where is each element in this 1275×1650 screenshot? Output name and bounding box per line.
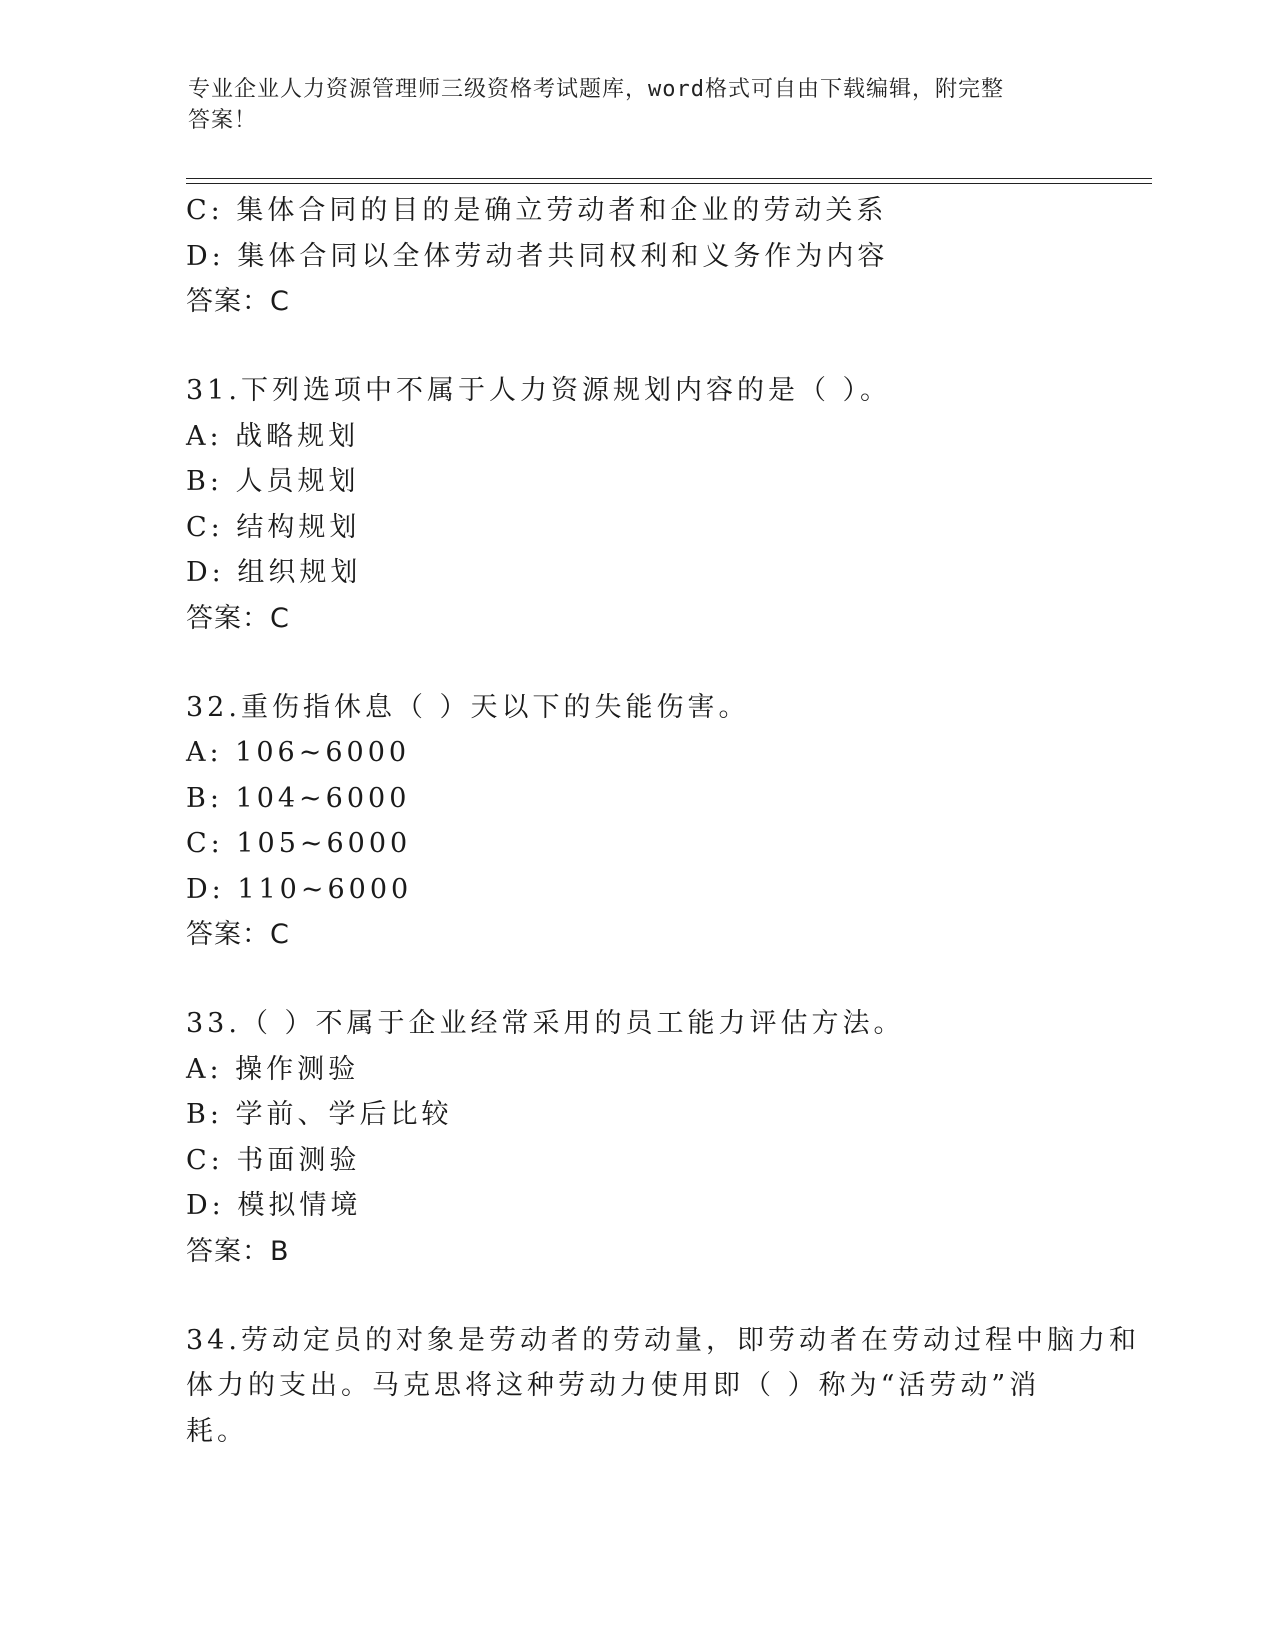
question-34 — [186, 1318, 1140, 1455]
option-c: C: 集体合同的目的是确立劳动者和企业的劳动关系 — [186, 195, 888, 226]
answer: 答案：C — [186, 286, 290, 317]
option-d: D: 组织规划 — [186, 557, 362, 588]
spacer — [186, 958, 1086, 1001]
option-a: A: 106~6000 — [186, 737, 411, 768]
question-31 — [186, 368, 1086, 642]
option-d: D: 110~6000 — [186, 873, 413, 905]
question-stem: 33.（ ）不属于企业经常采用的员工能力评估方法。 — [186, 1008, 905, 1039]
option-c: C: 书面测验 — [186, 1144, 361, 1176]
spacer — [186, 325, 1086, 368]
header-divider-top — [186, 178, 1152, 179]
option-b: B: 人员规划 — [186, 466, 360, 497]
question-33 — [186, 1001, 1086, 1275]
header-divider-bottom — [186, 183, 1152, 184]
spacer — [186, 1275, 1086, 1318]
question-stem: 31.下列选项中不属于人力资源规划内容的是（ ）。 — [186, 375, 892, 406]
option-c: C: 结构规划 — [186, 511, 361, 543]
question-stem-line-2: 体力的支出。马克思将这种劳动力使用即（ ）称为“活劳动”消 — [186, 1370, 1041, 1401]
header-line-2: 答案！ — [188, 108, 258, 133]
option-b: B: 学前、学后比较 — [186, 1099, 453, 1130]
answer: 答案：B — [186, 1235, 290, 1267]
option-a: A: 战略规划 — [186, 420, 360, 452]
option-c: C: 105~6000 — [186, 828, 412, 859]
option-d: D: 模拟情境 — [186, 1190, 362, 1221]
answer: 答案：C — [186, 919, 290, 950]
option-b: B: 104~6000 — [186, 782, 411, 814]
question-30 — [186, 188, 1086, 325]
option-d: D: 集体合同以全体劳动者共同权利和义务作为内容 — [186, 240, 889, 272]
answer: 答案：C — [186, 602, 290, 634]
header-line-1: 专业企业人力资源管理师三级资格考试题库，word格式可自由下载编辑，附完整 — [188, 77, 1004, 102]
question-stem-line-3: 耗。 — [186, 1415, 248, 1447]
question-stem: 32.重伤指休息（ ）天以下的失能伤害。 — [186, 691, 750, 723]
document-header — [188, 74, 1068, 136]
question-32 — [186, 685, 1086, 959]
question-list — [186, 188, 1140, 1454]
question-stem-line-1: 34.劳动定员的对象是劳动者的劳动量，即劳动者在劳动过程中脑力和 — [186, 1324, 1140, 1356]
spacer — [186, 642, 1086, 685]
option-a: A: 操作测验 — [186, 1053, 360, 1085]
